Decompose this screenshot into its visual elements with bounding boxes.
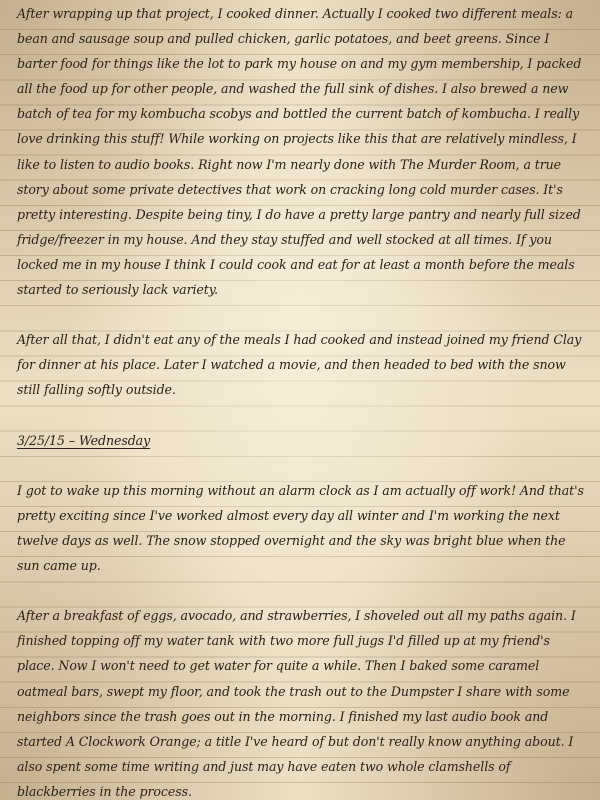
journal-paragraph: I got to wake up this morning without an alarm clock as I am actually off work! And that's pretty exciting since I've worked almost every day all winter and I'm working the next twelve days as well. The snow stopped overnight and the sky was bright blue when the sun came up. [17,482,584,574]
journal-paragraph: After a breakfast of eggs, avocado, and strawberries, I shoveled out all my paths again. I finished topping off my water tank with two more full jugs I'd filled up at my friend's place. Now I won't need to get water for quite a while. Then I baked some caramel oatmeal bars, swept my floor, and took the trash out to the Dumpster I share with some neighbors since the trash goes out in the morning. I finished my last audio book and started A Clockwork Orange; a title I've heard of but don't really know anything about. I also spent some time writing and just may have eaten two whole clamshells of blackberries in the process. [17,608,576,799]
journal-paragraph: After wrapping up that project, I cooked dinner. Actually I cooked two different meals: a bean and sausage soup and pulled chicken, garlic potatoes, and beet greens. Since I barter food for things like the lot to park my house on and my gym membership, I packed all the food up for other people, and washed the full sink of dishes. I also brewed a new batch of tea for my kombucha scobys and bottled the current batch of kombucha. I really love drinking this stuff! While working on projects like this that are relatively mindless, I like to listen to audio books. Right now I'm nearly done with The Murder Room, a true story about some private detectives that work on cracking long cold murder cases. It's pretty interesting. Despite being tiny, I do have a pretty large pantry and nearly full sized fridge/freezer in my house. And they stay stuffed and well stocked at all times. If you locked me in my house I think I could cook and eat for at least a month before the meals started to seriously lack variety. [17,6,582,298]
journal-paragraph: After all that, I didn't eat any of the meals I had cooked and instead joined my friend Clay for dinner at his place. Later I watched a movie, and then headed to bed with the snow still falling softly outside. [17,332,582,398]
date-heading: 3/25/15 – Wednesday [17,432,151,448]
journal-text [17,1,589,800]
